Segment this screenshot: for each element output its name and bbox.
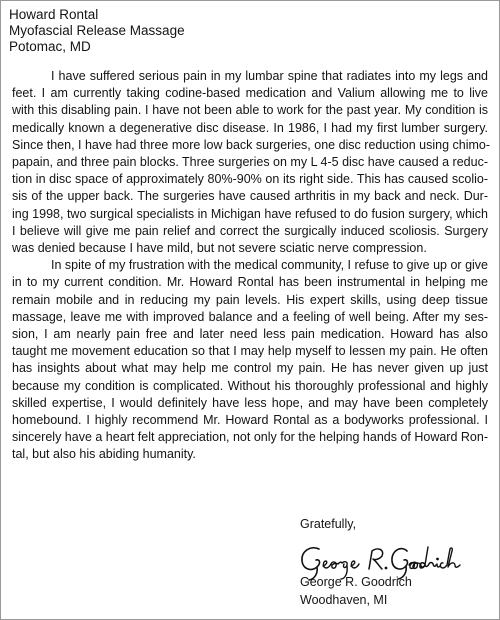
body-line: because my condition is complicated. Without his thoroughly professional and highly — [12, 378, 488, 393]
body-line: in to my current condition. Mr. Howard Rontal has been instrumental in helping me — [12, 275, 488, 290]
body-line: was denied because I have mild, but not severe sciatic nerve compression. — [12, 241, 427, 256]
body-line: tion in disc space of approximately 80%-90% on its right side. This has caused scolio- — [12, 172, 488, 187]
body-line: I have suffered serious pain in my lumbar spine that radiates into my legs and — [51, 69, 488, 83]
letter-body — [12, 68, 491, 464]
body-line: medically known a degenerative disc disease. In 1986, I had my first lumber surgery. — [12, 120, 488, 135]
closing-salutation: Gratefully, — [300, 517, 357, 531]
body-line: has insights about what may help me control my pain. He has never given up just — [12, 361, 488, 376]
recipient-name: Howard Rontal — [9, 7, 99, 22]
signer-location: Woodhaven, MI — [300, 593, 388, 607]
recipient-title: Myofascial Release Massage — [9, 23, 185, 38]
body-line: tal, but also his abiding humanity. — [12, 447, 196, 462]
body-line: Since then, I have had three more low back surgeries, one disc reduction using chimo- — [12, 137, 491, 152]
signer-name: George R. Goodrich — [300, 575, 412, 589]
recipient-location: Potomac, MD — [9, 39, 91, 54]
body-line: papain, and three pain blocks. Three surgeries on my L 4-5 disc have caused a reduc- — [12, 155, 488, 170]
body-line: ing 1998, two surgical specialists in Michigan have refused to do fusion surgery, which — [12, 206, 488, 221]
body-line: remain mobile and in reducing my pain levels. His expert skills, using deep tissue — [12, 292, 488, 307]
body-line: skilled expertise, I would definitely have less hope, and may have been completely — [12, 395, 488, 410]
body-line: feet. I am currently taking codine-based medication and Valium allowing me to live — [12, 86, 488, 101]
body-line: sion, I am nearly pain free and later need less pain medication. Howard has also — [12, 327, 488, 342]
body-line: taught me movement education so that I may help myself to lessen my pain. He often — [12, 344, 488, 359]
letter-header — [9, 7, 185, 55]
body-line: homebound. I highly recommend Mr. Howard Rontal as a bodyworks professional. I — [12, 413, 488, 428]
body-line: sincerely have a heart felt appreciation, not only for the helping hands of Howard Ron- — [12, 430, 488, 445]
body-line: sis of the upper back. The surgeries have caused arthritis in my back and neck. Dur- — [12, 189, 488, 204]
body-line: massage, leave me with improved balance and a feeling of well being. After my ses- — [12, 309, 488, 324]
body-line: In spite of my frustration with the medical community, I refuse to give up or give — [51, 258, 488, 273]
body-line: with this disabling pain. I have not been able to work for the past year. My condition is — [12, 103, 488, 118]
body-line: I believe will give me pain relief and correct the surgically induced scoliosis. Surgery — [12, 223, 488, 238]
